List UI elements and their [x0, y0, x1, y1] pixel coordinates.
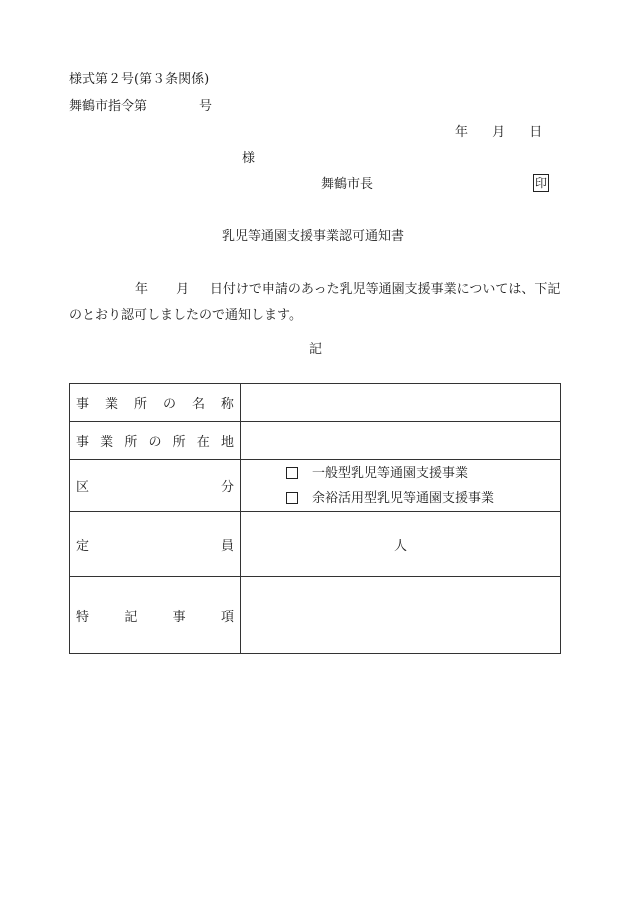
addressee: 様: [242, 151, 256, 166]
label-char: 特: [76, 609, 90, 625]
value-address[interactable]: [241, 422, 561, 460]
label-char: 事: [76, 397, 90, 412]
body-year-month: 年 月: [135, 282, 190, 297]
value-name[interactable]: [241, 384, 561, 422]
label-char: 在: [196, 435, 210, 450]
label-char: 業: [104, 397, 118, 412]
row-name: [70, 384, 561, 422]
row-category: [70, 460, 561, 512]
label-char: 員: [220, 538, 234, 554]
seal-mark: 印: [534, 176, 547, 190]
label-capacity: [76, 535, 234, 554]
reference-suffix: 号: [199, 99, 213, 114]
label-char: 事: [76, 435, 90, 450]
body-paragraph: [69, 277, 561, 329]
checkbox-icon[interactable]: [286, 492, 298, 504]
option-surplus[interactable]: [286, 486, 560, 511]
document-title: 乳児等通園支援事業認可通知書: [222, 229, 405, 244]
ki-heading: 記: [309, 342, 323, 357]
label-char: 定: [76, 538, 90, 554]
date-line: 年 月 日: [455, 125, 543, 140]
label-char: 地: [220, 435, 234, 450]
reference-prefix: 舞鶴市指令第: [69, 99, 148, 114]
label-char: 区: [76, 480, 90, 495]
row-capacity: [70, 512, 561, 577]
label-char: 所: [172, 435, 186, 450]
label-address: [76, 431, 234, 450]
label-notes: [76, 606, 234, 625]
category-options: [241, 460, 561, 512]
label-char: の: [162, 397, 176, 412]
option-general-label: 一般型乳児等通園支援事業: [312, 465, 469, 481]
form-number: 様式第２号(第３条関係): [69, 72, 210, 87]
option-general[interactable]: [286, 461, 560, 486]
label-char: 所: [133, 397, 147, 412]
label-char: 名: [191, 397, 205, 412]
label-char: 業: [100, 435, 114, 450]
label-char: の: [148, 435, 162, 450]
details-table: [69, 383, 561, 654]
label-char: 分: [220, 480, 234, 495]
reference-number: [69, 99, 212, 115]
label-category: [76, 476, 234, 495]
checkbox-icon[interactable]: [286, 467, 298, 479]
row-notes: [70, 577, 561, 654]
option-surplus-label: 余裕活用型乳児等通園支援事業: [312, 490, 495, 506]
label-char: 事: [172, 609, 186, 625]
label-char: 項: [220, 609, 234, 625]
value-capacity[interactable]: 人: [241, 512, 561, 577]
row-address: [70, 422, 561, 460]
label-name: [76, 393, 234, 412]
label-char: 称: [220, 397, 234, 412]
label-char: 所: [124, 435, 138, 450]
body-text: 日付けで申請のあった乳児等通園支援事業については、下記のとおり認可しましたので通知します。: [69, 282, 561, 323]
label-char: 記: [124, 609, 138, 625]
value-notes[interactable]: [241, 577, 561, 654]
issuer: 舞鶴市長: [321, 177, 374, 192]
